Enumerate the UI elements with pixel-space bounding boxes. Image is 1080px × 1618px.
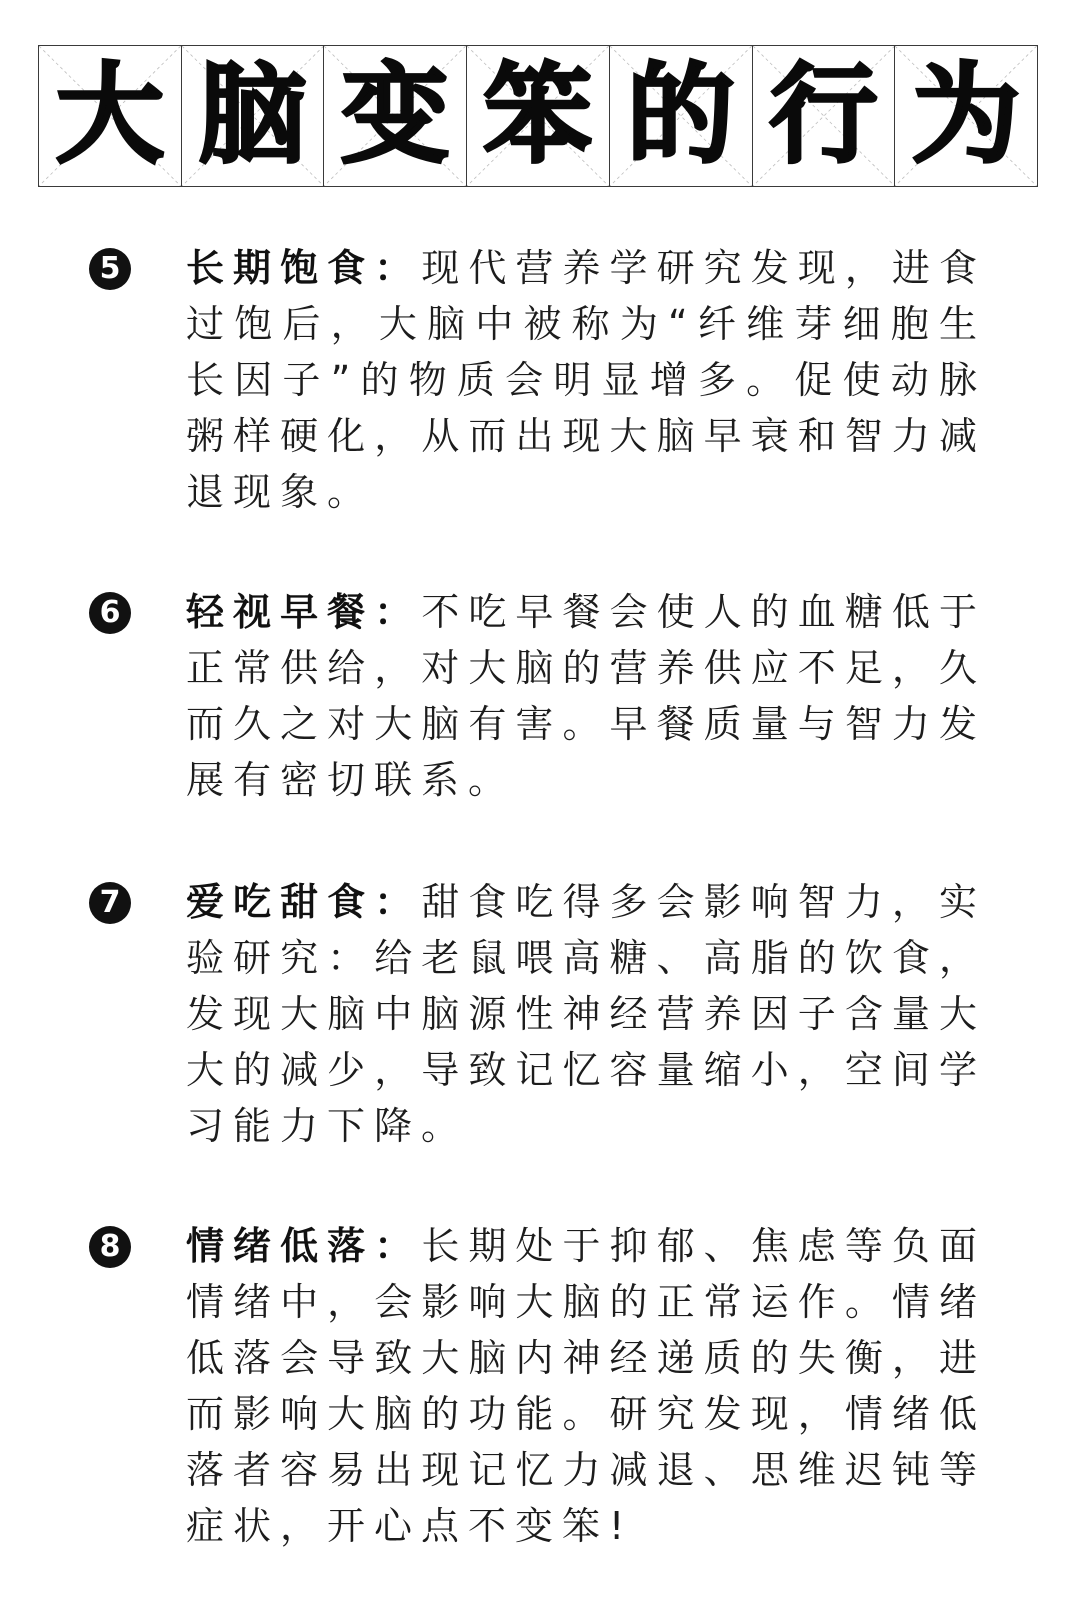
title-char: 变 — [341, 53, 450, 178]
title-cell — [182, 46, 325, 186]
item-body: 现代营养学研究发现，进食过饱后，大脑中被称为“纤维芽细胞生长因子”的物质会明显增多。促使动脉粥样硬化，从而出现大脑早衰和智力减退现象。 — [186, 246, 986, 514]
item-text — [186, 584, 986, 808]
number-badge: 5 — [89, 248, 131, 290]
title-char: 行 — [769, 53, 878, 178]
title-char: 为 — [912, 53, 1021, 178]
title-cell — [895, 46, 1037, 186]
item-body: 长期处于抑郁、焦虑等负面情绪中，会影响大脑的正常运作。情绪低落会导致大脑内神经递质的失衡，进而影响大脑的功能。研究发现，情绪低落者容易出现记忆力减退、思维迟钝等症状，开心点不变笨! — [186, 1224, 986, 1548]
item-list — [0, 240, 1080, 1618]
item-heading: 轻视早餐： — [186, 590, 422, 634]
title-cell — [467, 46, 610, 186]
list-item — [0, 874, 1080, 1154]
number-badge: 6 — [89, 592, 131, 634]
title-char: 大 — [55, 53, 164, 178]
title-cell — [324, 46, 467, 186]
list-item — [0, 240, 1080, 520]
title-cell — [39, 46, 182, 186]
item-text — [186, 1218, 986, 1554]
number-badge: 8 — [89, 1226, 131, 1268]
number-badge: 7 — [89, 882, 131, 924]
item-body: 甜食吃得多会影响智力，实验研究：给老鼠喂高糖、高脂的饮食，发现大脑中脑源性神经营养因子含量大大的减少，导致记忆容量缩小，空间学习能力下降。 — [186, 880, 986, 1148]
item-heading: 爱吃甜食： — [186, 880, 422, 924]
item-text — [186, 874, 986, 1154]
title-char: 脑 — [198, 53, 307, 178]
title-cell — [753, 46, 896, 186]
item-heading: 长期饱食： — [186, 246, 422, 290]
list-item — [0, 1218, 1080, 1554]
title-cell — [610, 46, 753, 186]
title-grid — [38, 45, 1038, 187]
item-body: 不吃早餐会使人的血糖低于正常供给，对大脑的营养供应不足，久而久之对大脑有害。早餐质量与智力发展有密切联系。 — [186, 590, 986, 802]
list-item — [0, 584, 1080, 808]
item-text — [186, 240, 986, 520]
item-heading: 情绪低落： — [186, 1224, 422, 1268]
title-char: 的 — [626, 53, 735, 178]
title-char: 笨 — [484, 53, 593, 178]
